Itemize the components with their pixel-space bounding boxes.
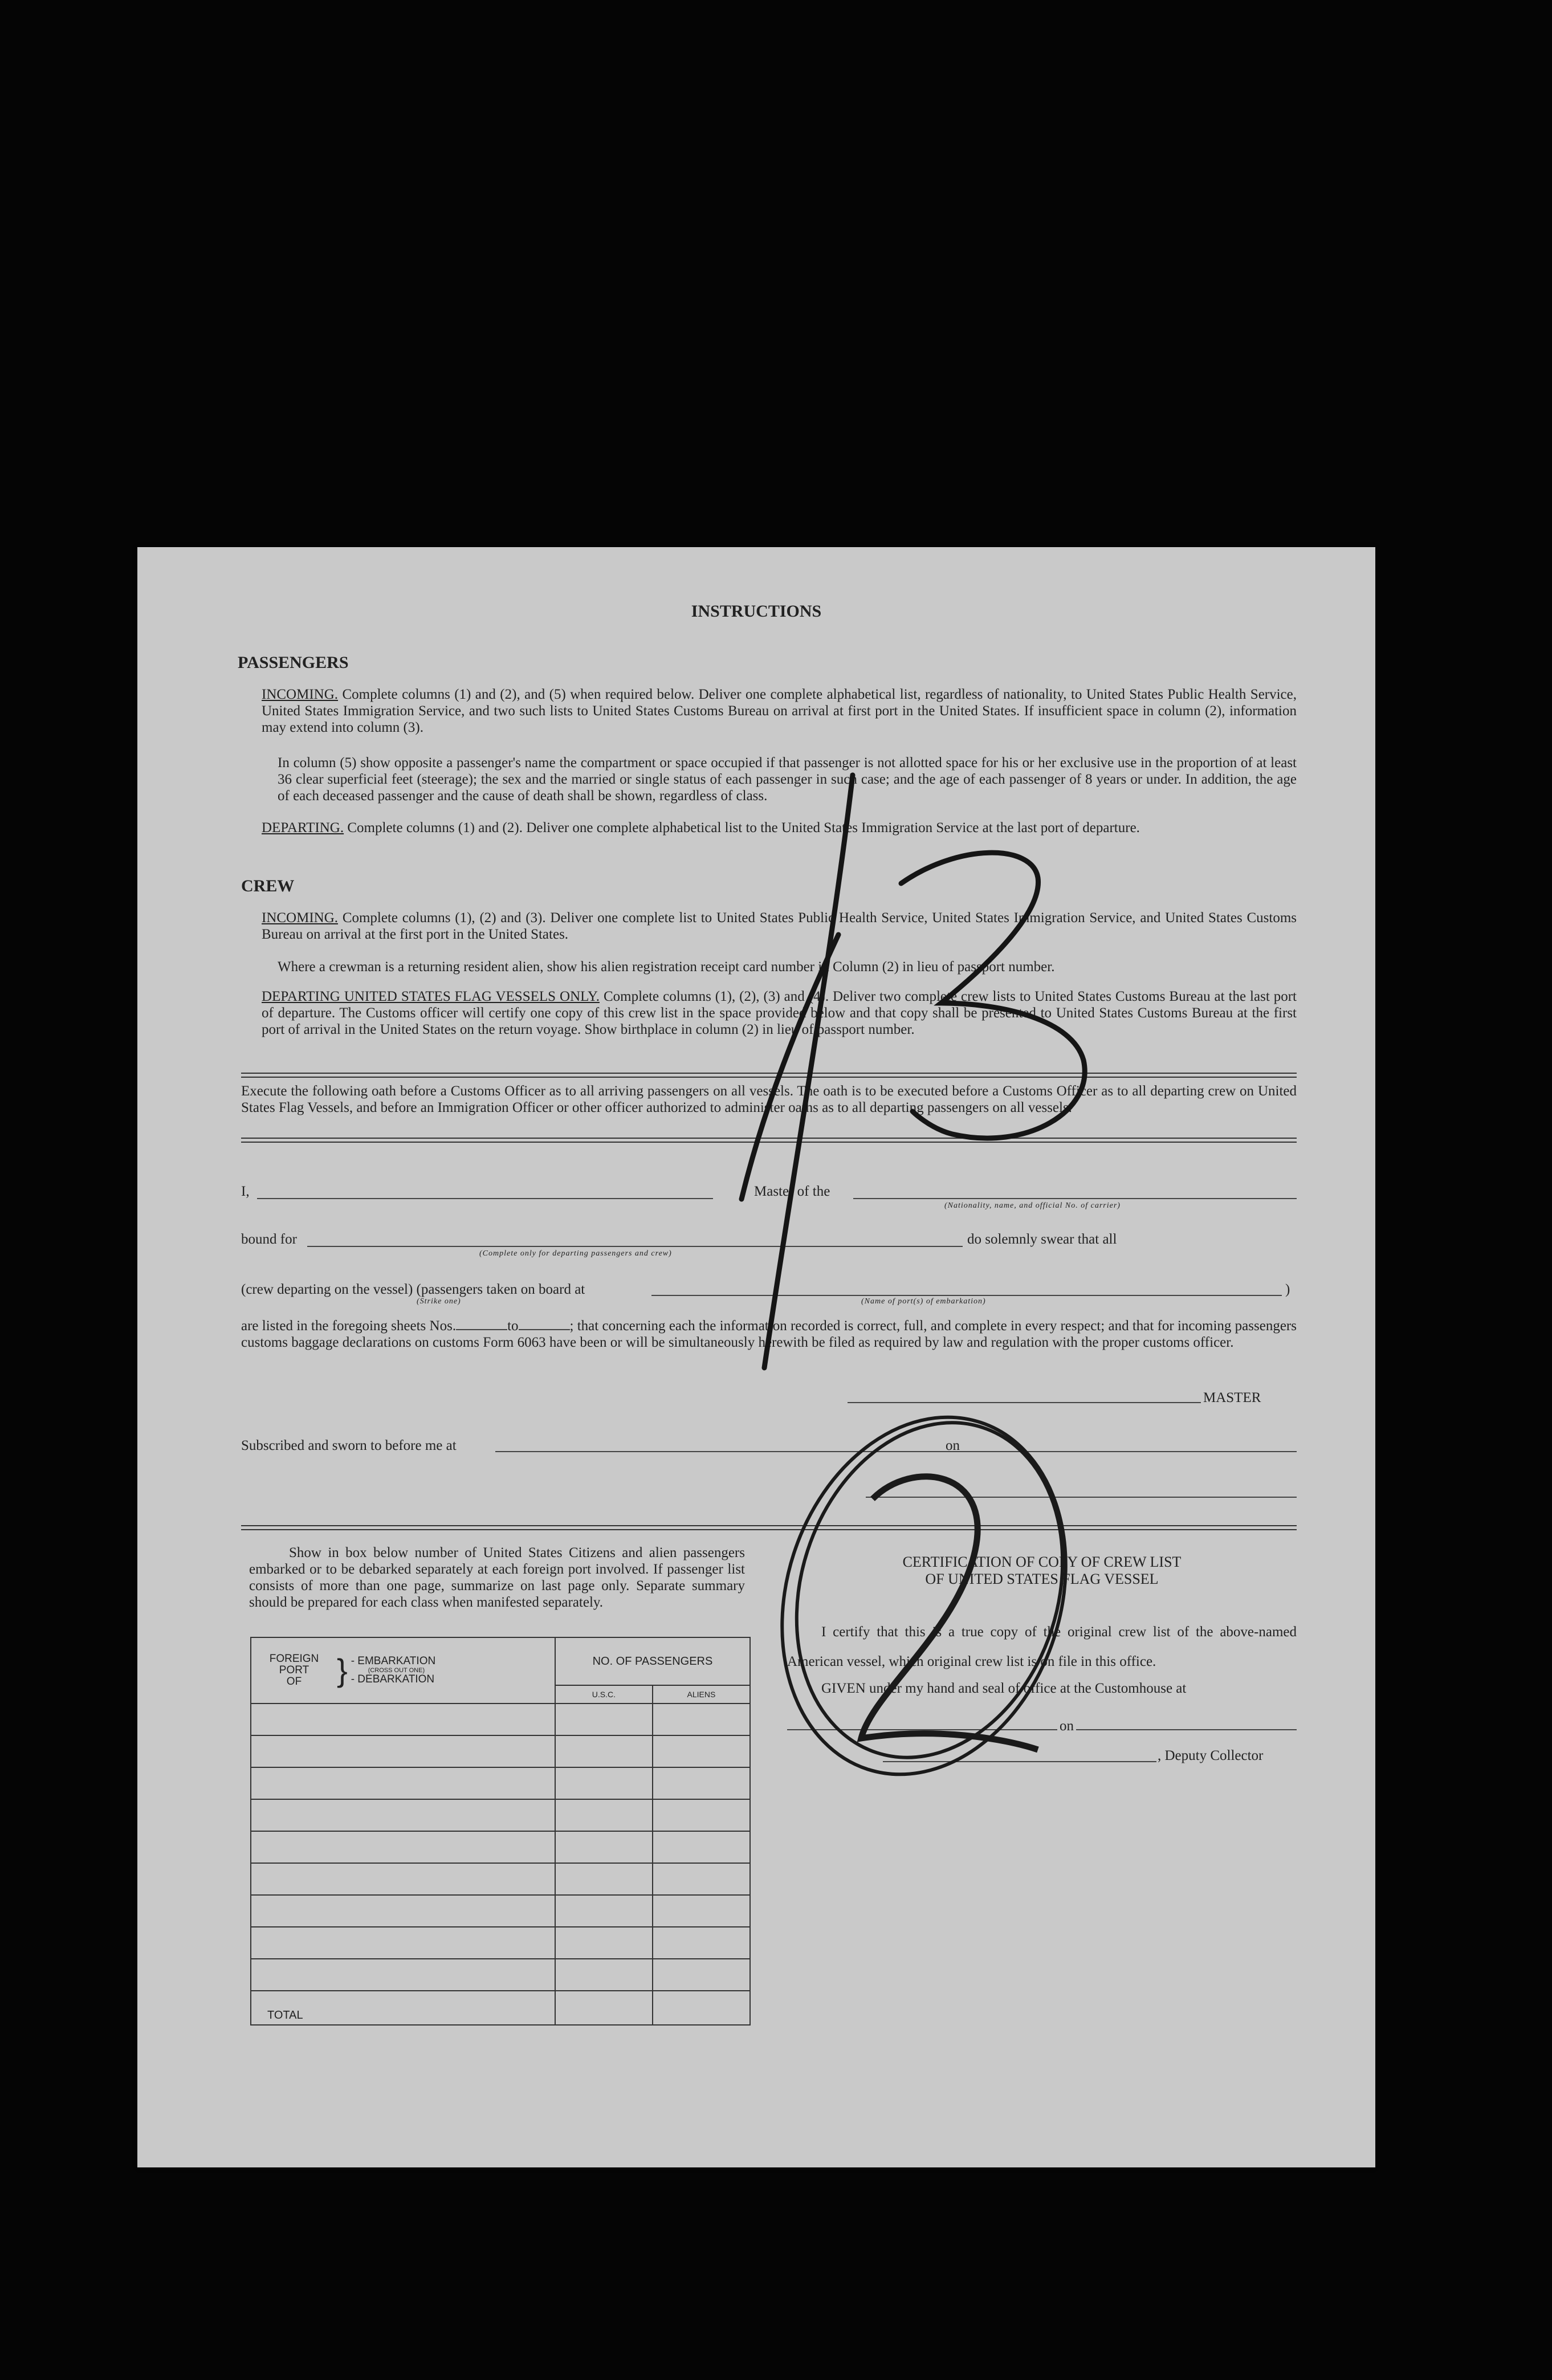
master-of-label: Master of the xyxy=(754,1184,830,1199)
crew-passengers-text: (crew departing on the vessel) (passengers taken on board at xyxy=(241,1282,585,1297)
certification-text: I certify that this is a true copy of the original crew list of the above-named American vessel, which original crew list is on file in this office. xyxy=(787,1624,1297,1669)
summary-text: Show in box below number of United States Citizens and alien passengers embarked or to be debarked separately at each foreign port involved. If passenger list consists of more than one page, summarize on last page only. Separate summary should be prepared for each class when manifested separately. xyxy=(249,1545,745,1610)
listed-rest: ; that concerning each the information recorded is correct, full, and complete in every respect; and that for incoming passengers customs baggage declarations on customs Form 6063 have been or will be simultaneously herewith be filed as required by law and regulation with the proper customs officer. xyxy=(241,1318,1297,1350)
debarkation-label: - DEBARKATION xyxy=(351,1673,435,1685)
aliens-header: ALIENS xyxy=(653,1685,750,1704)
passengers-column5-text: In column (5) show opposite a passenger's name the compartment or space occupied if that passenger is not allotted space for his or her exclusive use in the proportion of at least 36 clear superficial feet (steerage); the sex and the married or single status of each passenger in such case; and the age of each passenger of 8 years or under. In addition, the age of each deceased passenger and the cause of death shall be shown, regardless of class. xyxy=(278,755,1297,804)
total-label: TOTAL xyxy=(251,1991,555,2025)
cross-out-label: (CROSS OUT ONE) xyxy=(368,1667,425,1674)
col-port-1: FOREIGN xyxy=(269,1653,319,1665)
passengers-departing-text: Complete columns (1) and (2). Deliver one complete alphabetical list to the United States Immigration Service at the last port of departure. xyxy=(347,820,1140,836)
subscribed-label: Subscribed and sworn to before me at xyxy=(241,1438,457,1453)
certification-given: GIVEN under my hand and seal of office at the Customhouse at xyxy=(821,1681,1187,1696)
strike-one-hint: (Strike one) xyxy=(417,1297,461,1306)
col-port-2: PORT xyxy=(279,1664,309,1676)
crew-incoming-text: Complete columns (1), (2) and (3). Deliver one complete list to United States Public Health Service, United States Immigration Service, and United States Customs Bureau on arrival at the first port in the United States. xyxy=(262,910,1297,942)
deputy-collector-label: , Deputy Collector xyxy=(1158,1748,1264,1763)
to-label: to xyxy=(507,1318,519,1334)
swear-text: do solemnly swear that all xyxy=(967,1232,1117,1247)
certification-on-label: on xyxy=(1057,1718,1076,1734)
handwritten-circled-number xyxy=(738,1380,1110,1811)
crew-departing-text: Complete columns (1), (2), (3) and (4). Deliver two complete crew lists to United States Customs Bureau at the last port of departure. The Customs officer will certify one copy of this crew list in the space provided below and that copy shall be presented to United States Customs Bureau at the first port of arrival in the United States on the return voyage. Show birthplace in column (2) in lieu of passport number. xyxy=(262,989,1297,1037)
crew-departing-label: DEPARTING UNITED STATES FLAG VESSELS ONLY. xyxy=(262,989,600,1004)
no-passengers-header: NO. OF PASSENGERS xyxy=(555,1637,750,1685)
passengers-incoming-label: INCOMING. xyxy=(262,687,339,702)
crew-incoming-label: INCOMING. xyxy=(262,910,339,926)
page-title: INSTRUCTIONS xyxy=(691,602,822,621)
crew-resident-text: Where a crewman is a returning resident alien, show his alien registration receipt card number in Column (2) in lieu of passport number. xyxy=(278,959,1055,975)
certification-title-2: OF UNITED STATES FLAG VESSEL xyxy=(925,1571,1159,1587)
subscribed-on-label: on xyxy=(946,1438,960,1453)
passengers-heading: PASSENGERS xyxy=(238,653,349,672)
usc-header: U.S.C. xyxy=(555,1685,653,1704)
oath-i-label: I, xyxy=(241,1184,250,1199)
carrier-hint: (Nationality, name, and official No. of carrier) xyxy=(944,1201,1121,1210)
embarkation-label: - EMBARKATION xyxy=(351,1655,436,1667)
crew-heading: CREW xyxy=(241,877,295,895)
port-hint: (Name of port(s) of embarkation) xyxy=(861,1297,986,1306)
passengers-departing-label: DEPARTING. xyxy=(262,820,344,836)
passengers-incoming-text: Complete columns (1) and (2), and (5) when required below. Deliver one complete alphabetical list, regardless of nationality, to United States Public Health Service, United States Immigration Service, and two such lists to United States Customs Bureau on arrival at first port in the United States. If insufficient space in column (2), information may extend into column (3). xyxy=(262,687,1297,735)
handwritten-marks xyxy=(137,547,1375,2167)
form-sheet xyxy=(137,547,1375,2167)
bound-for-label: bound for xyxy=(241,1232,297,1247)
oath-intro-text: Execute the following oath before a Customs Officer as to all arriving passengers on all vessels. The oath is to be executed before a Customs Officer as to all departing crew on United States Flag Vessels, and before an Immigration Officer or other officer authorized to administer oaths as to all departing passengers on all vessels. xyxy=(241,1083,1297,1115)
certification-title-1: CERTIFICATION OF COPY OF CREW LIST xyxy=(902,1554,1182,1570)
handwritten-fraction-mark xyxy=(742,775,1085,1368)
departing-hint: (Complete only for departing passengers and crew) xyxy=(479,1249,672,1258)
listed-text: are listed in the foregoing sheets Nos. xyxy=(241,1318,457,1334)
master-signature-label: MASTER xyxy=(1203,1390,1261,1405)
col-port-3: OF xyxy=(286,1676,302,1688)
brace-icon: } xyxy=(337,1652,348,1688)
close-paren: ) xyxy=(1285,1282,1290,1297)
